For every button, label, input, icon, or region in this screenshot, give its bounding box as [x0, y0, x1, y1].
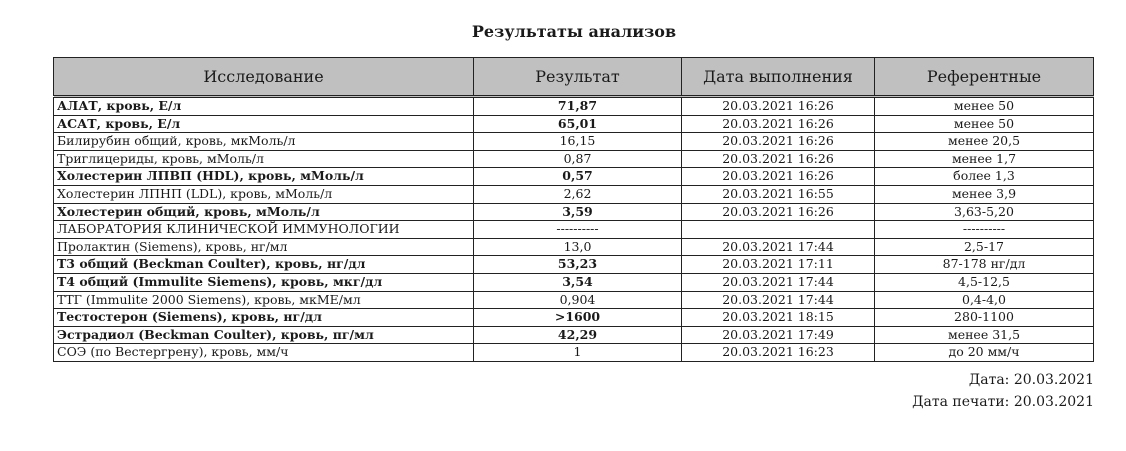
- test-name-cell: Триглицериды, кровь, мМоль/л: [54, 150, 474, 168]
- result-value-cell: 0,87: [474, 150, 682, 168]
- completion-date-cell: 20.03.2021 16:26: [682, 97, 875, 116]
- test-name-cell: ТТГ (Immulite 2000 Siemens), кровь, мкМЕ/мл: [54, 291, 474, 309]
- completion-date-cell: 20.03.2021 17:44: [682, 291, 875, 309]
- result-value-cell: 1: [474, 344, 682, 362]
- test-name-cell: Холестерин ЛПНП (LDL), кровь, мМоль/л: [54, 185, 474, 203]
- result-value-cell: 65,01: [474, 115, 682, 133]
- completion-date-cell: 20.03.2021 16:26: [682, 133, 875, 151]
- table-row: [54, 97, 1094, 116]
- result-value-cell: 3,54: [474, 273, 682, 291]
- table-row: [54, 291, 1094, 309]
- result-value-cell: 0,57: [474, 168, 682, 186]
- results-body: [54, 97, 1094, 362]
- completion-date-cell: 20.03.2021 17:44: [682, 238, 875, 256]
- column-header-test: Исследование: [54, 58, 474, 97]
- test-name-cell: Тестостерон (Siemens), кровь, нг/дл: [54, 309, 474, 327]
- result-value-cell: 0,904: [474, 291, 682, 309]
- column-header-date: Дата выполнения: [682, 58, 875, 97]
- reference-range-cell: 280-1100: [875, 309, 1094, 327]
- table-row: [54, 185, 1094, 203]
- reference-range-cell: ----------: [875, 221, 1094, 239]
- report-date: Дата: 20.03.2021: [968, 372, 1094, 388]
- reference-range-cell: 0,4-4,0: [875, 291, 1094, 309]
- test-name-cell: АЛАТ, кровь, Е/л: [54, 97, 474, 116]
- table-row: [54, 150, 1094, 168]
- result-value-cell: 71,87: [474, 97, 682, 116]
- completion-date-cell: 20.03.2021 16:23: [682, 344, 875, 362]
- result-value-cell: 42,29: [474, 326, 682, 344]
- result-value-cell: >1600: [474, 309, 682, 327]
- table-row: [54, 203, 1094, 221]
- reference-range-cell: более 1,3: [875, 168, 1094, 186]
- completion-date-cell: 20.03.2021 16:26: [682, 115, 875, 133]
- test-name-cell: Эстрадиол (Beckman Coulter), кровь, пг/мл: [54, 326, 474, 344]
- page-title: Результаты анализов: [471, 22, 677, 41]
- table-row: [54, 238, 1094, 256]
- reference-range-cell: менее 50: [875, 115, 1094, 133]
- reference-range-cell: менее 1,7: [875, 150, 1094, 168]
- test-name-cell: Холестерин ЛПВП (HDL), кровь, мМоль/л: [54, 168, 474, 186]
- column-header-result: Результат: [474, 58, 682, 97]
- reference-range-cell: 87-178 нг/дл: [875, 256, 1094, 274]
- test-name-cell: СОЭ (по Вестергрену), кровь, мм/ч: [54, 344, 474, 362]
- reference-range-cell: менее 50: [875, 97, 1094, 116]
- reference-range-cell: менее 20,5: [875, 133, 1094, 151]
- reference-range-cell: менее 3,9: [875, 185, 1094, 203]
- completion-date-cell: 20.03.2021 16:26: [682, 150, 875, 168]
- print-date: Дата печати: 20.03.2021: [912, 394, 1094, 410]
- result-value-cell: 2,62: [474, 185, 682, 203]
- completion-date-cell: 20.03.2021 16:26: [682, 168, 875, 186]
- completion-date-cell: 20.03.2021 16:26: [682, 203, 875, 221]
- result-value-cell: 16,15: [474, 133, 682, 151]
- table-row: [54, 168, 1094, 186]
- table-row: [54, 273, 1094, 291]
- table-row: [54, 344, 1094, 362]
- test-name-cell: АСАТ, кровь, Е/л: [54, 115, 474, 133]
- table-row: [54, 115, 1094, 133]
- test-name-cell: Билирубин общий, кровь, мкМоль/л: [54, 133, 474, 151]
- result-value-cell: ----------: [474, 221, 682, 239]
- completion-date-cell: 20.03.2021 18:15: [682, 309, 875, 327]
- test-name-cell: Пролактин (Siemens), кровь, нг/мл: [54, 238, 474, 256]
- completion-date-cell: 20.03.2021 17:49: [682, 326, 875, 344]
- result-value-cell: 3,59: [474, 203, 682, 221]
- header-row: [54, 58, 1094, 97]
- test-name-cell: ЛАБОРАТОРИЯ КЛИНИЧЕСКОЙ ИММУНОЛОГИИ: [54, 221, 474, 239]
- reference-range-cell: 4,5-12,5: [875, 273, 1094, 291]
- reference-range-cell: 2,5-17: [875, 238, 1094, 256]
- test-name-cell: Т3 общий (Beckman Coulter), кровь, нг/дл: [54, 256, 474, 274]
- reference-range-cell: до 20 мм/ч: [875, 344, 1094, 362]
- result-value-cell: 53,23: [474, 256, 682, 274]
- completion-date-cell: 20.03.2021 17:11: [682, 256, 875, 274]
- table-row: [54, 326, 1094, 344]
- column-header-reference: Референтные: [875, 58, 1094, 97]
- reference-range-cell: 3,63-5,20: [875, 203, 1094, 221]
- reference-range-cell: менее 31,5: [875, 326, 1094, 344]
- completion-date-cell: 20.03.2021 16:55: [682, 185, 875, 203]
- table-row: [54, 221, 1094, 239]
- completion-date-cell: 20.03.2021 17:44: [682, 273, 875, 291]
- table-row: [54, 256, 1094, 274]
- test-name-cell: Т4 общий (Immulite Siemens), кровь, мкг/дл: [54, 273, 474, 291]
- completion-date-cell: [682, 221, 875, 239]
- test-name-cell: Холестерин общий, кровь, мМоль/л: [54, 203, 474, 221]
- result-value-cell: 13,0: [474, 238, 682, 256]
- table-row: [54, 309, 1094, 327]
- table-row: [54, 133, 1094, 151]
- results-table: [53, 57, 1094, 362]
